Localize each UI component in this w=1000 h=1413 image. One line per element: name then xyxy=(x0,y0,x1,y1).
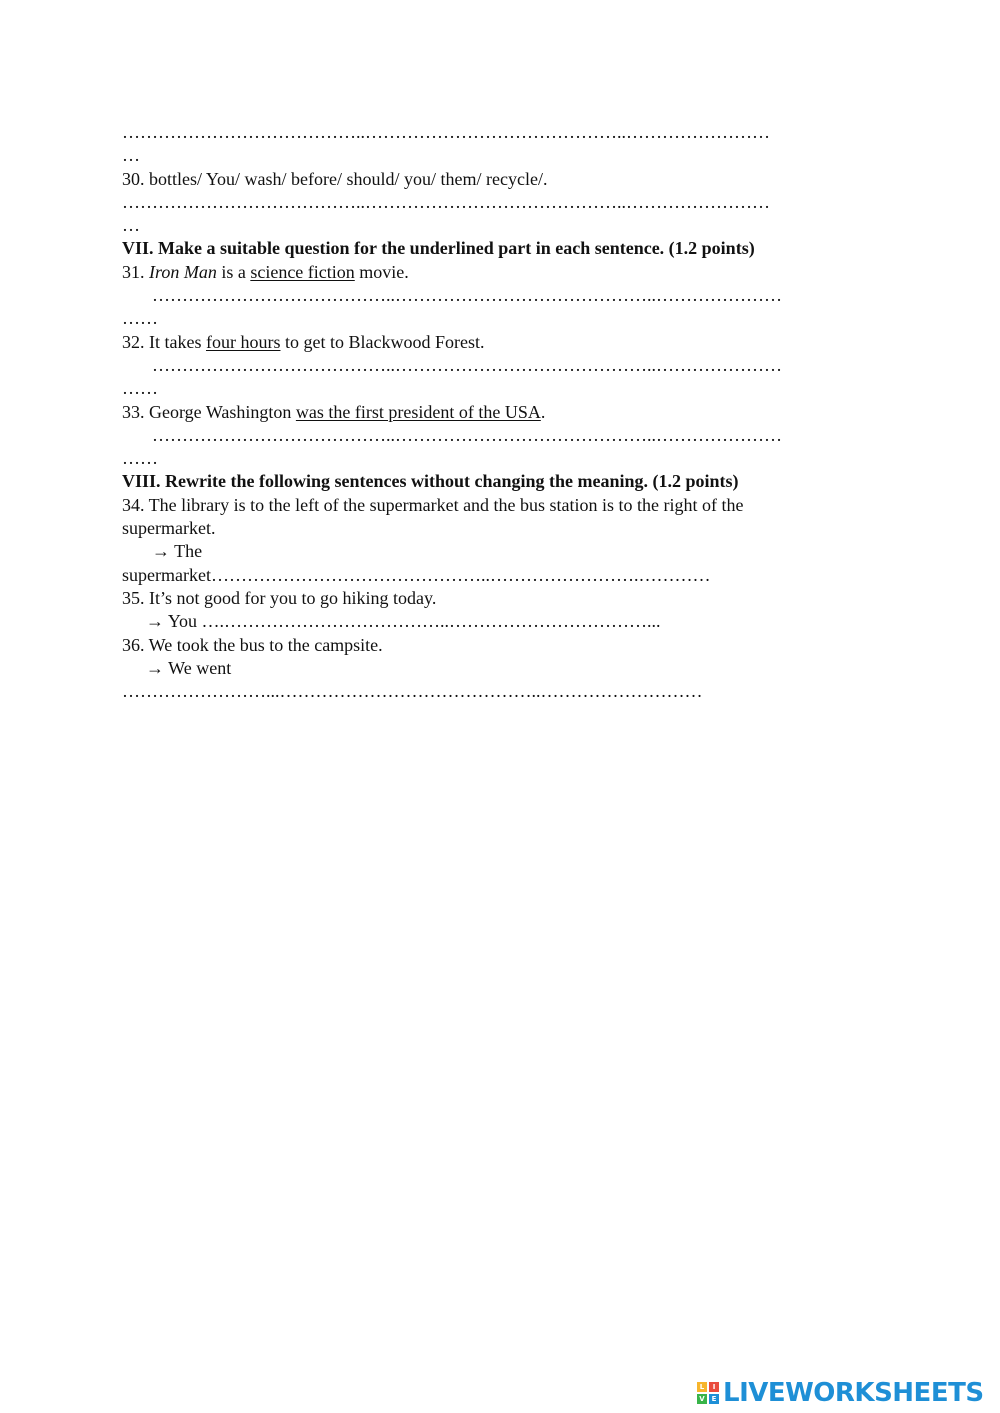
answer-line[interactable]: …………………………………..……………………………………..………………… xyxy=(152,354,782,375)
answer-line[interactable]: supermarket………………………………………..…………………….………… xyxy=(122,564,711,585)
answer-line[interactable]: …………………………………..……………………………………..………………… xyxy=(152,424,782,445)
liveworksheets-logo xyxy=(697,1377,984,1409)
answer-line[interactable]: …………………………………..……………………………………..…………………… xyxy=(122,122,770,142)
question-30: 30. bottles/ You/ wash/ before/ should/ you/ them/ recycle/. xyxy=(122,168,548,189)
question-text: movie. xyxy=(354,261,409,282)
underlined-part: was the first president of the USA xyxy=(295,401,541,422)
question-35: 35. It’s not good for you to go hiking today. xyxy=(122,587,437,608)
logo-text: LIVEWORKSHEETS xyxy=(723,1378,984,1408)
question-text: . xyxy=(540,401,546,422)
worksheet-content xyxy=(122,121,892,703)
answer-line[interactable]: → You ….………………………………..……………………………... xyxy=(146,611,661,632)
question-32 xyxy=(122,331,892,354)
rewrite-prompt: → We went xyxy=(146,657,232,678)
italic-title: Iron Man xyxy=(149,261,217,282)
answer-line[interactable]: …………………………………..……………………………………..…………………… xyxy=(122,191,770,212)
question-31 xyxy=(122,261,892,284)
question-36: 36. We took the bus to the campsite. xyxy=(122,634,383,655)
answer-line[interactable]: …… xyxy=(122,378,158,399)
question-text: is a xyxy=(216,261,251,282)
section-8-heading: VIII. Rewrite the following sentences without changing the meaning. (1.2 points) xyxy=(122,471,739,492)
question-text: to get to Blackwood Forest. xyxy=(280,331,485,352)
logo-block: I xyxy=(709,1382,719,1392)
question-text: 33. George Washington xyxy=(122,401,296,422)
underlined-part: science fiction xyxy=(250,261,355,282)
logo-block: V xyxy=(697,1394,707,1404)
question-34: 34. The library is to the left of the supermarket and the bus station is to the right of the xyxy=(122,494,744,515)
rewrite-prompt: → The xyxy=(152,541,203,562)
answer-line[interactable]: ……………………...……………………………………..……………………… xyxy=(122,681,703,702)
answer-line[interactable]: …… xyxy=(122,308,158,329)
underlined-part: four hours xyxy=(205,331,281,352)
section-7-heading: VII. Make a suitable question for the underlined part in each sentence. (1.2 points) xyxy=(122,238,755,259)
question-33 xyxy=(122,401,892,424)
question-34-continued: supermarket. xyxy=(122,518,216,539)
logo-blocks-icon xyxy=(697,1382,719,1404)
answer-line[interactable]: … xyxy=(122,145,140,166)
answer-line[interactable]: …… xyxy=(122,448,158,469)
question-number: 31. xyxy=(122,261,149,282)
answer-line[interactable]: …………………………………..……………………………………..………………… xyxy=(152,285,782,306)
question-text: 32. It takes xyxy=(122,331,206,352)
answer-line[interactable]: … xyxy=(122,215,140,236)
logo-block: L xyxy=(697,1382,707,1392)
logo-block: E xyxy=(709,1394,719,1404)
